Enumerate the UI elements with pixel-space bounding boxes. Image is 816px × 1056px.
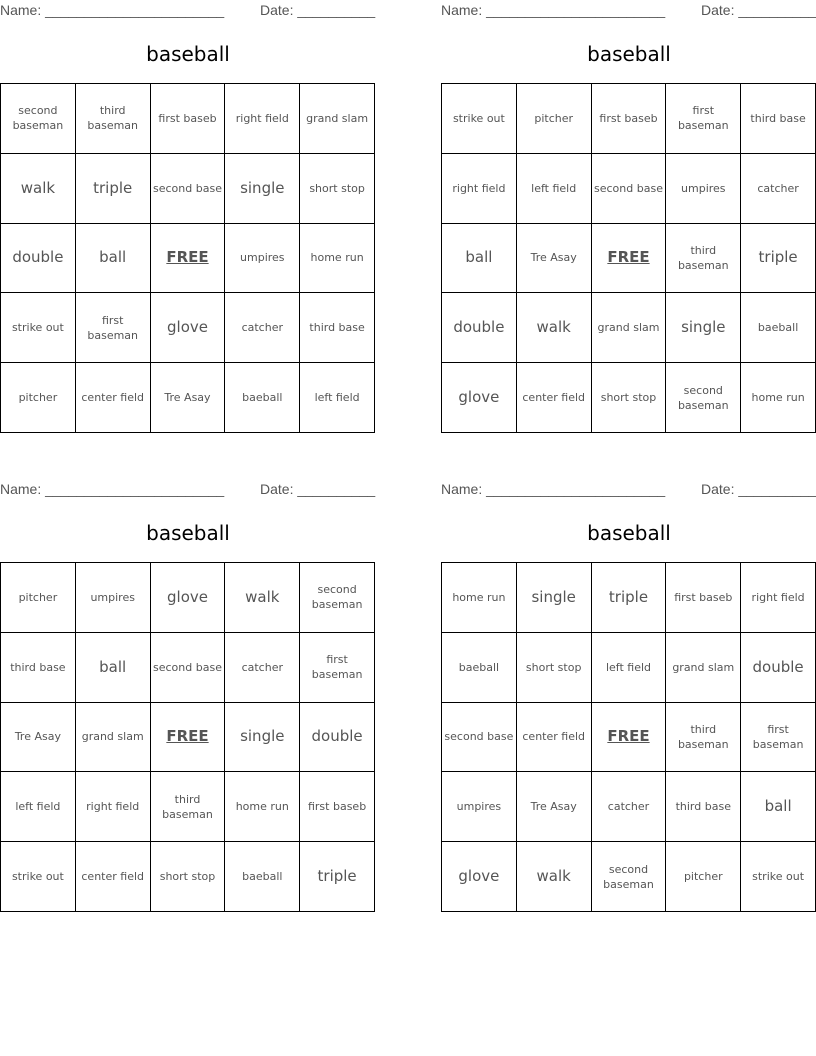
name-field-label: Name: _______________________ [441, 2, 666, 18]
bingo-cell: third base [300, 293, 375, 363]
bingo-cell: first baseman [741, 703, 816, 773]
bingo-grid [0, 83, 375, 433]
bingo-cell: first baseb [592, 84, 667, 154]
bingo-cell: home run [225, 772, 300, 842]
bingo-cell: grand slam [300, 84, 375, 154]
bingo-cell: second baseman [1, 84, 76, 154]
bingo-cell: home run [300, 224, 375, 294]
name-field-label: Name: _______________________ [0, 2, 225, 18]
bingo-cell: single [225, 703, 300, 773]
bingo-cell: home run [741, 363, 816, 433]
date-field-label: Date: __________ [701, 2, 816, 18]
bingo-cell: second baseman [300, 563, 375, 633]
bingo-cell: glove [151, 293, 226, 363]
bingo-cell: grand slam [666, 633, 741, 703]
bingo-cell: second base [151, 154, 226, 224]
bingo-cell: single [517, 563, 592, 633]
bingo-cell: walk [517, 842, 592, 912]
bingo-cell: walk [1, 154, 76, 224]
bingo-cell: glove [442, 363, 517, 433]
bingo-cell: second base [151, 633, 226, 703]
bingo-cell: first baseb [666, 563, 741, 633]
bingo-grid [441, 562, 816, 912]
bingo-cell: third baseman [76, 84, 151, 154]
bingo-cell: home run [442, 563, 517, 633]
bingo-cell: second base [592, 154, 667, 224]
bingo-cell: umpires [442, 772, 517, 842]
bingo-cell: right field [225, 84, 300, 154]
bingo-card-3 [0, 479, 376, 886]
card-header [0, 0, 376, 22]
bingo-cell: short stop [151, 842, 226, 912]
bingo-cell: strike out [442, 84, 517, 154]
bingo-cell: triple [76, 154, 151, 224]
bingo-cell: triple [300, 842, 375, 912]
bingo-cell: third base [666, 772, 741, 842]
bingo-cell: Tre Asay [517, 772, 592, 842]
bingo-cell: walk [225, 563, 300, 633]
bingo-cell: double [442, 293, 517, 363]
card-title: baseball [587, 42, 671, 66]
date-field-label: Date: __________ [260, 481, 376, 497]
bingo-grid [441, 83, 816, 433]
bingo-cell: pitcher [517, 84, 592, 154]
bingo-cell: short stop [300, 154, 375, 224]
bingo-cell: catcher [592, 772, 667, 842]
bingo-cell: strike out [741, 842, 816, 912]
free-space-cell: FREE [151, 703, 226, 773]
bingo-cell: baeball [225, 842, 300, 912]
bingo-cell: pitcher [1, 563, 76, 633]
bingo-cell: left field [1, 772, 76, 842]
name-field-label: Name: _______________________ [0, 481, 225, 497]
bingo-cell: double [1, 224, 76, 294]
date-field-label: Date: __________ [701, 481, 816, 497]
bingo-cell: strike out [1, 293, 76, 363]
bingo-cell: center field [76, 363, 151, 433]
bingo-cell: center field [76, 842, 151, 912]
bingo-cell: first baseman [76, 293, 151, 363]
bingo-cell: strike out [1, 842, 76, 912]
bingo-card-2 [441, 0, 816, 412]
bingo-cell: third base [1, 633, 76, 703]
card-title: baseball [587, 521, 671, 545]
bingo-cell: first baseb [300, 772, 375, 842]
bingo-cell: first baseb [151, 84, 226, 154]
bingo-cell: grand slam [76, 703, 151, 773]
bingo-cell: grand slam [592, 293, 667, 363]
bingo-cell: umpires [76, 563, 151, 633]
bingo-cell: short stop [592, 363, 667, 433]
card-header [441, 0, 816, 22]
card-header [0, 479, 376, 501]
bingo-cell: center field [517, 703, 592, 773]
bingo-cell: double [300, 703, 375, 773]
bingo-cell: umpires [225, 224, 300, 294]
bingo-cell: double [741, 633, 816, 703]
bingo-card-1 [0, 0, 376, 405]
bingo-cell: baeball [225, 363, 300, 433]
bingo-grid [0, 562, 375, 912]
bingo-cell: third baseman [666, 703, 741, 773]
card-title: baseball [146, 521, 230, 545]
bingo-cell: center field [517, 363, 592, 433]
bingo-cell: Tre Asay [517, 224, 592, 294]
bingo-cell: ball [76, 224, 151, 294]
date-field-label: Date: __________ [260, 2, 376, 18]
bingo-cell: second base [442, 703, 517, 773]
bingo-cell: Tre Asay [1, 703, 76, 773]
bingo-cell: baeball [442, 633, 517, 703]
card-header [441, 479, 816, 501]
bingo-cell: triple [741, 224, 816, 294]
bingo-cell: umpires [666, 154, 741, 224]
free-space-cell: FREE [592, 703, 667, 773]
bingo-cell: third baseman [666, 224, 741, 294]
bingo-cell: first baseman [666, 84, 741, 154]
bingo-cell: pitcher [666, 842, 741, 912]
bingo-cell: second baseman [592, 842, 667, 912]
free-space-cell: FREE [592, 224, 667, 294]
bingo-cell: catcher [225, 633, 300, 703]
bingo-cell: catcher [225, 293, 300, 363]
bingo-cell: first baseman [300, 633, 375, 703]
bingo-cell: right field [442, 154, 517, 224]
bingo-cell: pitcher [1, 363, 76, 433]
bingo-cell: glove [151, 563, 226, 633]
bingo-cell: ball [442, 224, 517, 294]
bingo-cell: glove [442, 842, 517, 912]
bingo-cell: single [225, 154, 300, 224]
bingo-cell: third base [741, 84, 816, 154]
bingo-cell: left field [300, 363, 375, 433]
bingo-card-4 [441, 479, 816, 891]
bingo-cell: triple [592, 563, 667, 633]
bingo-cell: right field [741, 563, 816, 633]
bingo-cell: second baseman [666, 363, 741, 433]
free-space-cell: FREE [151, 224, 226, 294]
bingo-cell: walk [517, 293, 592, 363]
bingo-cell: baeball [741, 293, 816, 363]
bingo-cell: third baseman [151, 772, 226, 842]
bingo-cell: catcher [741, 154, 816, 224]
bingo-cell: left field [592, 633, 667, 703]
bingo-cell: short stop [517, 633, 592, 703]
name-field-label: Name: _______________________ [441, 481, 666, 497]
bingo-cell: ball [76, 633, 151, 703]
bingo-cell: right field [76, 772, 151, 842]
bingo-cell: single [666, 293, 741, 363]
bingo-cell: ball [741, 772, 816, 842]
bingo-cell: Tre Asay [151, 363, 226, 433]
bingo-cell: left field [517, 154, 592, 224]
card-title: baseball [146, 42, 230, 66]
